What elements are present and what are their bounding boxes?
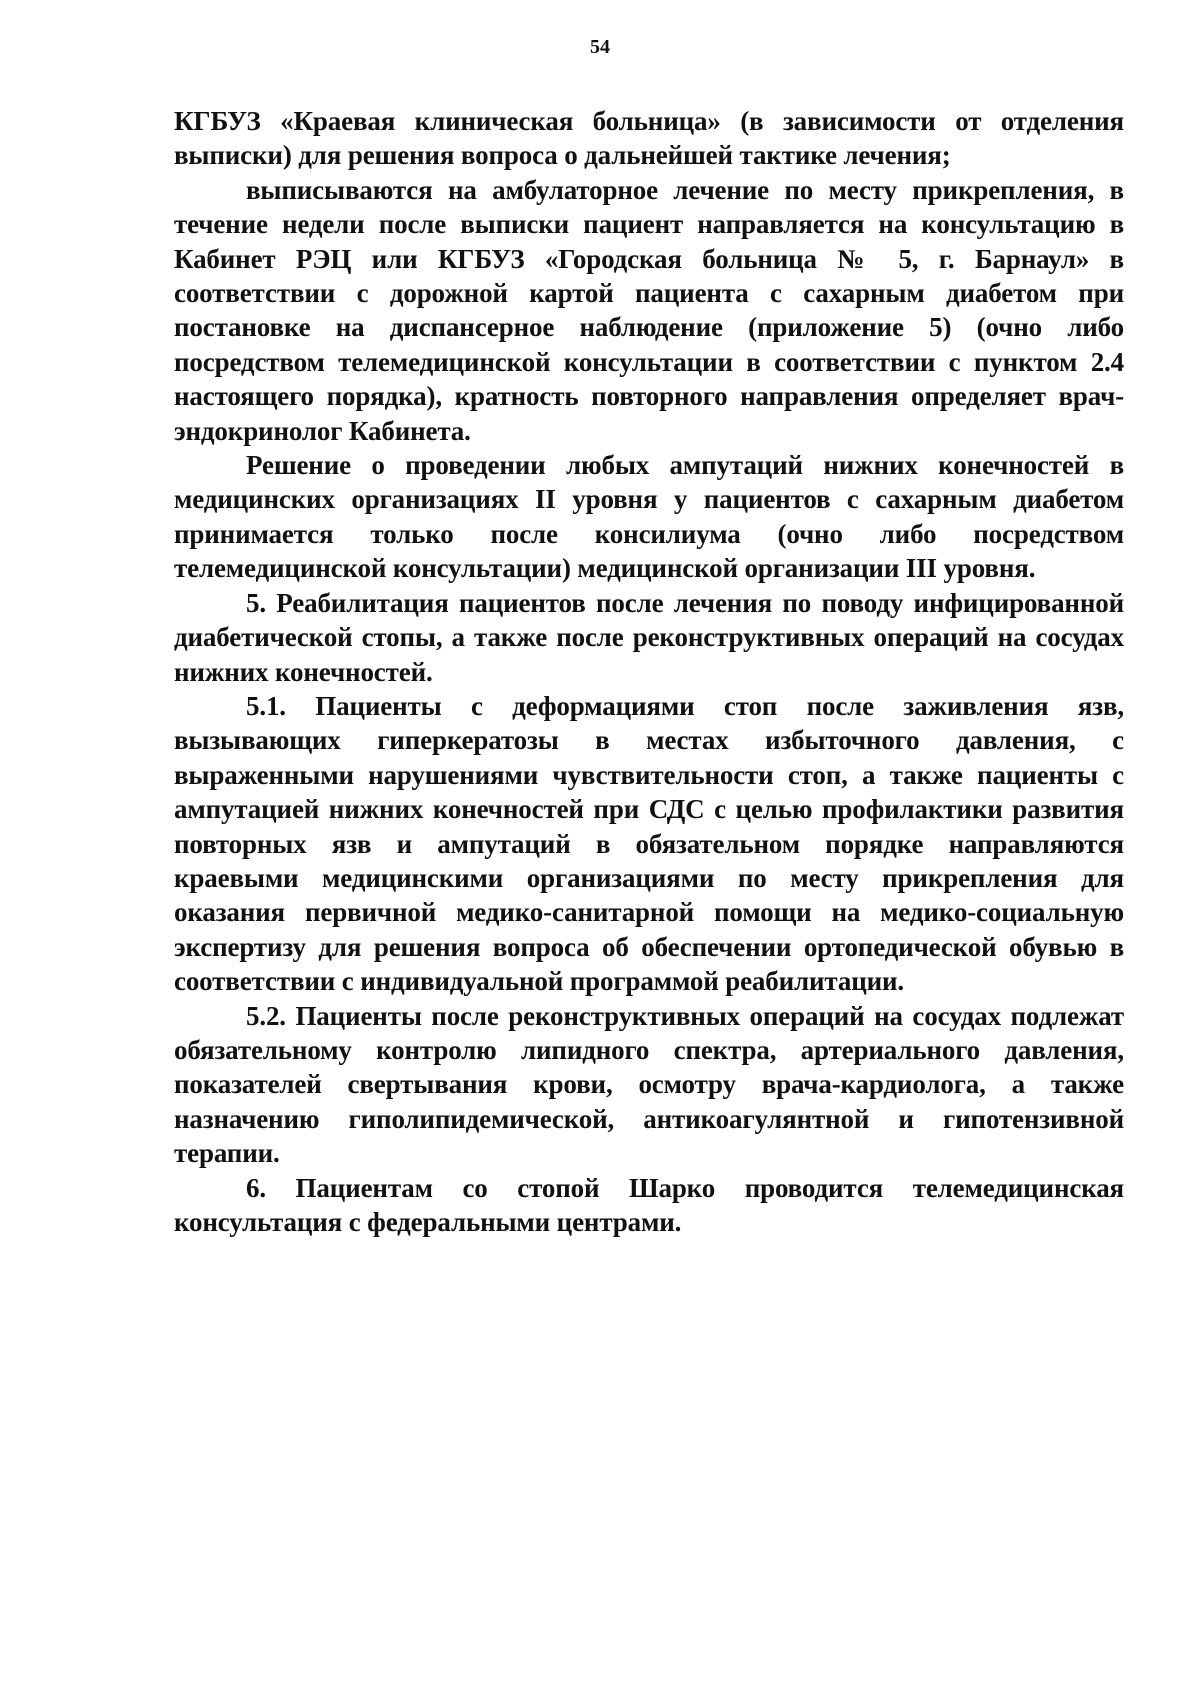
page-number: 54 [590,36,610,58]
paragraph-amputation-decision: Решение о проведении любых ампутаций нижних конечностей в медицинских организациях II уровня у пациентов с сахарным диабетом принимается только после консилиума (очно либо посредством телемедицинской консультации) медицинской организации III уровня. [174,450,1124,584]
paragraph-section-5-1: 5.1. Пациенты с деформациями стоп после заживления язв, вызывающих гиперкератозы в местах избыточного давления, с выраженными нарушениями чувствительности стоп, а также пациенты с ампутацией нижних конечностей при СДС с целью профилактики развития повторных язв и ампутаций в обязательном порядке направляются краевыми медицинскими организациями по месту прикрепления для оказания первичной медико-санитарной помощи на медико-социальную экспертизу для решения вопроса об обеспечении ортопедической обувью в соответствии с индивидуальной программой реабилитации. [174,690,1124,997]
document-body [174,104,1124,1239]
paragraph-hospital-referral: КГБУЗ «Краевая клиническая больница» (в зависимости от отделения выписки) для решения вопроса о дальнейшей тактике лечения; [174,106,1124,171]
paragraph-section-5-rehabilitation: 5. Реабилитация пациентов после лечения по поводу инфицированной диабетической стопы, а также после реконструктивных операций на сосудах нижних конечностей. [174,587,1124,687]
paragraph-section-5-2: 5.2. Пациенты после реконструктивных операций на сосудах подлежат обязательному контролю липидного спектра, артериального давления, показателей свертывания крови, осмотру врача-кардиолога, а также назначению гиполипидемической, антикоагулянтной и гипотензивной терапии. [174,1000,1124,1169]
paragraph-outpatient-discharge: выписываются на амбулаторное лечение по месту прикрепления, в течение недели после выписки пациент направляется на консультацию в Кабинет РЭЦ или КГБУЗ «Городская больница № 5, г. Барнаул» в соответствии с дорожной картой пациента с сахарным диабетом при постановке на диспансерное наблюдение (приложение 5) (очно либо посредством телемедицинской консультации в соответствии с пунктом 2.4 настоящего порядка), кратность повторного направления определяет врач-эндокринолог Кабинета. [174,174,1124,446]
paragraph-section-6: 6. Пациентам со стопой Шарко проводится телемедицинская консультация с федеральными центрами. [174,1172,1124,1237]
